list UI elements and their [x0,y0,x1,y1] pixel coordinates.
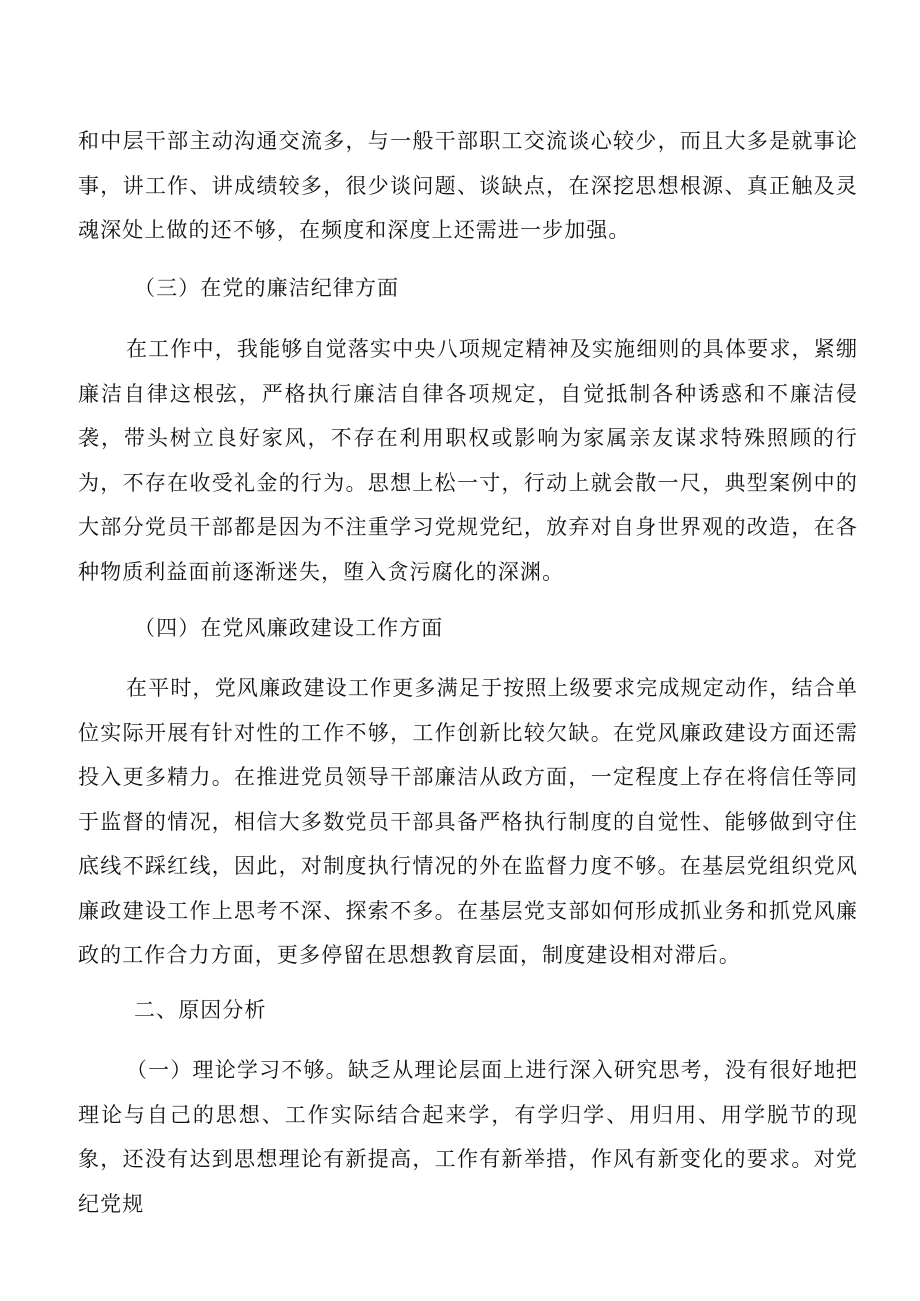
section-paragraph-discipline: 在工作中，我能够自觉落实中央八项规定精神及实施细则的具体要求，紧绷廉洁自律这根弦，严格执行廉洁自律各项规定，自觉抵制各种诱惑和不廉洁侵袭，带头树立良好家风，不存在利用职权或影响为家属亲友谋求特殊照顾的行为，不存在收受礼金的行为。思想上松一寸，行动上就会散一尺，典型案例中的大部分党员干部都是因为不注重学习党规党纪，放弃对自身世界观的改造，在各种物质利益面前逐渐迷失，堕入贪污腐化的深渊。 [78,337,858,584]
cause-analysis-paragraph: （一）理论学习不够。缺乏从理论层面上进行深入研究思考，没有很好地把理论与自己的思想、工作实际结合起来学，有学归学、用归用、用学脱节的现象，还没有达到思想理论有新提高，工作有新举措，作风有新变化的要求。对党纪党规 [78,1058,858,1216]
part-heading-cause-analysis: 二、原因分析 [134,998,267,1022]
section-heading-discipline: （三）在党的廉洁纪律方面 [134,276,400,300]
section-heading-integrity-work: （四）在党风廉政建设工作方面 [134,616,444,640]
continuation-paragraph: 和中层干部主动沟通交流多，与一般干部职工交流谈心较少，而且大多是就事论事，讲工作、讲成绩较多，很少谈问题、谈缺点，在深挖思想根源、真正触及灵魂深处上做的还不够，在频度和深度上还需进一步加强。 [78,129,858,242]
section-paragraph-integrity-work: 在平时，党风廉政建设工作更多满足于按照上级要求完成规定动作，结合单位实际开展有针对性的工作不够，工作创新比较欠缺。在党风廉政建设方面还需投入更多精力。在推进党员领导干部廉洁从政方面，一定程度上存在将信任等同于监督的情况，相信大多数党员干部具备严格执行制度的自觉性、能够做到守住底线不踩红线，因此，对制度执行情况的外在监督力度不够。在基层党组织党风廉政建设工作上思考不深、探索不多。在基层党支部如何形成抓业务和抓党风廉政的工作合力方面，更多停留在思想教育层面，制度建设相对滞后。 [78,676,858,967]
